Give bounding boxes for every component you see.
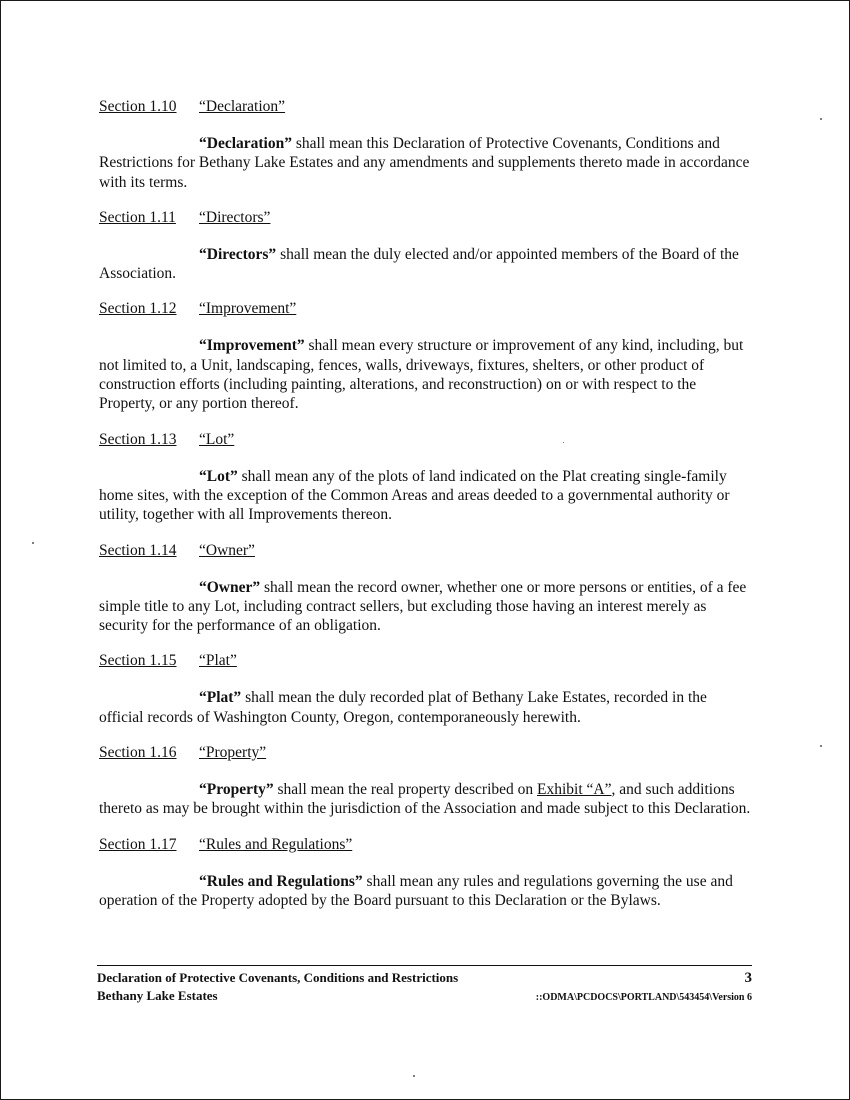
section-1-10 xyxy=(99,98,751,192)
section-heading xyxy=(99,431,751,449)
section-number: Section 1.10 xyxy=(99,98,177,115)
defined-term: “Rules and Regulations” xyxy=(199,872,363,890)
page-number: 3 xyxy=(744,970,752,986)
definition-text: shall mean every structure or improvement of any kind, including, but not limited to, a Unit, landscaping, fences, walls, driveways, fixtures, shelters, or other product of construction efforts (including painting, alterations, and reconstruction) on or with respect to the Property, or any portion thereof. xyxy=(99,337,744,413)
scan-speck xyxy=(820,745,822,747)
definition-text: shall mean the duly recorded plat of Bethany Lake Estates, recorded in the official records of Washington County, Oregon, contemporaneously herewith. xyxy=(99,689,707,726)
section-number: Section 1.17 xyxy=(99,835,177,853)
section-title: “Declaration” xyxy=(199,98,286,115)
footer-row-1 xyxy=(97,969,752,987)
section-title: “Directors” xyxy=(199,208,271,226)
definition-paragraph xyxy=(99,578,751,636)
section-1-13 xyxy=(99,431,751,525)
section-heading xyxy=(99,744,751,762)
defined-term: “Declaration” xyxy=(199,135,292,152)
scan-speck xyxy=(413,1075,415,1077)
defined-term: “Owner” xyxy=(199,578,261,596)
footer-doc-title: Declaration of Protective Covenants, Conditions and Restrictions xyxy=(97,970,459,985)
section-number: Section 1.12 xyxy=(99,300,177,318)
scan-speck xyxy=(32,542,34,544)
definition-text: shall mean any of the plots of land indicated on the Plat creating single-family home sites, with the exception of the Common Areas and areas deeded to a governmental authority or utility, together with all Improvements thereon. xyxy=(99,467,730,524)
defined-term: “Directors” xyxy=(199,245,277,263)
section-heading xyxy=(99,209,751,227)
definition-paragraph xyxy=(99,134,751,192)
definition-paragraph xyxy=(99,245,751,284)
definition-paragraph xyxy=(99,336,751,413)
definition-text: shall mean the real property described on xyxy=(273,781,538,799)
section-1-14 xyxy=(99,542,751,636)
section-number: Section 1.11 xyxy=(99,208,176,226)
defined-term: “Improvement” xyxy=(199,337,305,355)
definition-text: shall mean the record owner, whether one or more persons or entities, of a fee simple title to any Lot, including contract sellers, but excluding those having an interest merely as security for the performance of an obligation. xyxy=(99,578,747,635)
definition-text: shall mean any rules and regulations governing the use and operation of the Property adopted by the Board pursuant to this Declaration or the Bylaws. xyxy=(99,872,733,909)
section-number: Section 1.13 xyxy=(99,430,177,448)
section-title: “Property” xyxy=(199,744,267,762)
footer-row-2 xyxy=(97,987,752,1006)
document-body xyxy=(99,98,751,927)
scan-speck xyxy=(820,118,822,120)
section-1-17 xyxy=(99,836,751,911)
defined-term: “Property” xyxy=(199,781,274,799)
page-footer xyxy=(97,969,752,1006)
section-number: Section 1.15 xyxy=(99,652,177,670)
section-1-15 xyxy=(99,652,751,727)
footer-project: Bethany Lake Estates xyxy=(97,988,218,1003)
section-title: “Plat” xyxy=(199,652,237,670)
section-heading xyxy=(99,652,751,670)
section-heading xyxy=(99,542,751,560)
section-1-12 xyxy=(99,300,751,413)
definition-paragraph xyxy=(99,780,751,819)
footer-doc-path: ::ODMA\PCDOCS\PORTLAND\543454\Version 6 xyxy=(535,992,752,1003)
section-heading xyxy=(99,300,751,318)
section-title: “Lot” xyxy=(199,430,235,448)
defined-term: “Lot” xyxy=(199,467,238,485)
section-1-11 xyxy=(99,209,751,284)
section-1-16 xyxy=(99,744,751,819)
scan-speck xyxy=(563,442,564,443)
section-title: “Rules and Regulations” xyxy=(199,835,353,853)
definition-paragraph xyxy=(99,688,751,727)
definition-paragraph xyxy=(99,467,751,525)
exhibit-reference: Exhibit “A” xyxy=(537,781,612,799)
section-heading xyxy=(99,98,751,116)
section-title: “Improvement” xyxy=(199,300,297,318)
definition-paragraph xyxy=(99,872,751,911)
definition-text: , and such additions thereto as may be brought within the jurisdiction of the Association and made subject to this Declaration. xyxy=(99,781,751,818)
section-title: “Owner” xyxy=(199,541,255,559)
defined-term: “Plat” xyxy=(199,689,242,707)
footer-rule xyxy=(97,965,752,966)
section-number: Section 1.14 xyxy=(99,541,177,559)
section-number: Section 1.16 xyxy=(99,744,177,762)
definition-text: shall mean the duly elected and/or appointed members of the Board of the Association. xyxy=(99,245,739,283)
section-heading xyxy=(99,836,751,854)
definition-text: shall mean this Declaration of Protective Covenants, Conditions and Restrictions for Bethany Lake Estates and any amendments and supplements thereto made in accordance with its terms. xyxy=(99,135,750,191)
